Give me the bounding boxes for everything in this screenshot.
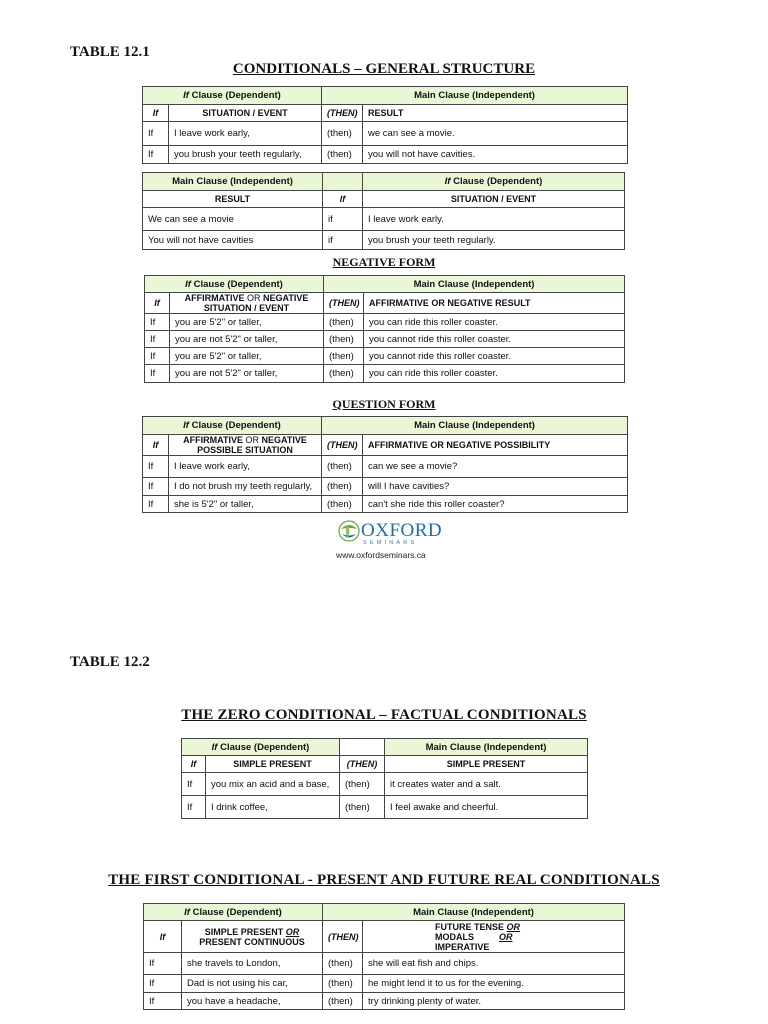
sub-result: AFFIRMATIVE OR NEGATIVE RESULT	[364, 293, 625, 314]
table-header-row	[144, 904, 625, 921]
logo-name: OXFORD	[361, 520, 443, 541]
table-negative-form	[144, 275, 625, 383]
sub-simple-present-if: SIMPLE PRESENT	[206, 756, 340, 773]
sub-if-tenses: SIMPLE PRESENT OR PRESENT CONTINUOUS	[182, 921, 323, 953]
if-clause-header: If Clause (Dependent)	[143, 417, 322, 435]
table-subheader-row: If SIMPLE PRESENT (THEN) SIMPLE PRESENT	[182, 756, 588, 773]
table-header-row	[143, 87, 628, 105]
table-row: If she travels to London, (then) she will eat fish and chips.	[144, 953, 625, 975]
main-clause-header: Main Clause (Independent)	[322, 87, 628, 105]
sub-if: If	[323, 191, 363, 208]
table-row: If I do not brush my teeth regularly, (then) will I have cavities?	[143, 478, 628, 496]
table-row: If I drink coffee, (then) I feel awake and cheerful.	[182, 796, 588, 819]
heading-general-structure: CONDITIONALS – GENERAL STRUCTURE	[232, 61, 536, 77]
table-row: We can see a movie if I leave work early.	[143, 208, 625, 231]
table-zero-conditional	[181, 738, 588, 819]
sub-result: RESULT	[143, 191, 323, 208]
table-header-row	[143, 417, 628, 435]
main-clause-header: Main Clause (Independent)	[323, 904, 625, 921]
table-subheader-row: If SIMPLE PRESENT OR PRESENT CONTINUOUS (THEN) FUTURE TENSE OR MODALS OR IMPERATIVE	[144, 921, 625, 953]
table-row: If I leave work early, (then) can we see a movie?	[143, 456, 628, 478]
main-clause-header: Main Clause (Independent)	[385, 739, 588, 756]
sub-situation: SITUATION / EVENT	[363, 191, 625, 208]
table-first-conditional	[143, 903, 625, 1010]
heading-first-conditional: THE FIRST CONDITIONAL - PRESENT AND FUTURE REAL CONDITIONALS	[108, 872, 660, 888]
logo-tagline: SEMINARS	[363, 540, 418, 546]
sub-simple-present-main: SIMPLE PRESENT	[385, 756, 588, 773]
table-row: If you are 5'2" or taller, (then) you can ride this roller coaster.	[145, 314, 625, 331]
sub-situation: AFFIRMATIVE OR NEGATIVE POSSIBLE SITUATION	[169, 435, 322, 456]
table-row: If you mix an acid and a base, (then) it creates water and a salt.	[182, 773, 588, 796]
table-subheader-row	[143, 191, 625, 208]
if-clause-header: If Clause (Dependent)	[363, 173, 625, 191]
main-clause-header: Main Clause (Independent)	[324, 276, 625, 293]
sub-then: (THEN)	[322, 105, 363, 122]
main-clause-header: Main Clause (Independent)	[322, 417, 628, 435]
table-subheader-row: If AFFIRMATIVE OR NEGATIVE SITUATION / EVENT (THEN) AFFIRMATIVE OR NEGATIVE RESULT	[145, 293, 625, 314]
globe-leaf-icon	[338, 520, 360, 542]
table-subheader-row: If AFFIRMATIVE OR NEGATIVE POSSIBLE SITUATION (THEN) AFFIRMATIVE OR NEGATIVE POSSIBILITY	[143, 435, 628, 456]
table-label-12-2: TABLE 12.2	[70, 654, 150, 670]
table-row: If you are not 5'2" or taller, (then) you cannot ride this roller coaster.	[145, 331, 625, 348]
table-row: If I leave work early, (then) we can see a movie.	[143, 122, 628, 146]
sub-main-tenses: FUTURE TENSE OR MODALS OR IMPERATIVE	[363, 921, 625, 953]
if-clause-header: If Clause (Dependent)	[143, 87, 322, 105]
sub-result: RESULT	[363, 105, 628, 122]
sub-result: AFFIRMATIVE OR NEGATIVE POSSIBILITY	[363, 435, 628, 456]
table-row: If you brush your teeth regularly, (then) you will not have cavities.	[143, 146, 628, 164]
if-clause-header: If Clause (Dependent)	[145, 276, 324, 293]
logo-url: www.oxfordseminars.ca	[336, 550, 426, 560]
table-row: If you have a headache, (then) try drinking plenty of water.	[144, 993, 625, 1010]
heading-question-form: QUESTION FORM	[332, 397, 436, 411]
table-row: If Dad is not using his car, (then) he might lend it to us for the evening.	[144, 975, 625, 993]
heading-zero-conditional: THE ZERO CONDITIONAL – FACTUAL CONDITIONALS	[181, 707, 587, 723]
oxford-seminars-logo	[336, 518, 443, 560]
table-row: If you are 5'2" or taller, (then) you cannot ride this roller coaster.	[145, 348, 625, 365]
table-header-row	[143, 173, 625, 191]
table-row: You will not have cavities if you brush your teeth regularly.	[143, 231, 625, 250]
heading-negative-form: NEGATIVE FORM	[332, 255, 436, 269]
table-question-form	[142, 416, 628, 513]
if-clause-header: If Clause (Dependent)	[182, 739, 340, 756]
table-row: If she is 5'2" or taller, (then) can't she ride this roller coaster?	[143, 496, 628, 513]
table-reversed-structure	[142, 172, 625, 250]
if-clause-header: If Clause (Dependent)	[144, 904, 323, 921]
sub-situation: AFFIRMATIVE OR NEGATIVE SITUATION / EVENT	[170, 293, 324, 314]
table-subheader-row	[143, 105, 628, 122]
table-label-12-1: TABLE 12.1	[70, 44, 150, 60]
table-row: If you are not 5'2" or taller, (then) you can ride this roller coaster.	[145, 365, 625, 383]
main-clause-header: Main Clause (Independent)	[143, 173, 323, 191]
table-header-row	[182, 739, 588, 756]
sub-if: If	[143, 105, 169, 122]
table-general-structure	[142, 86, 628, 164]
table-header-row	[145, 276, 625, 293]
sub-situation: SITUATION / EVENT	[169, 105, 322, 122]
